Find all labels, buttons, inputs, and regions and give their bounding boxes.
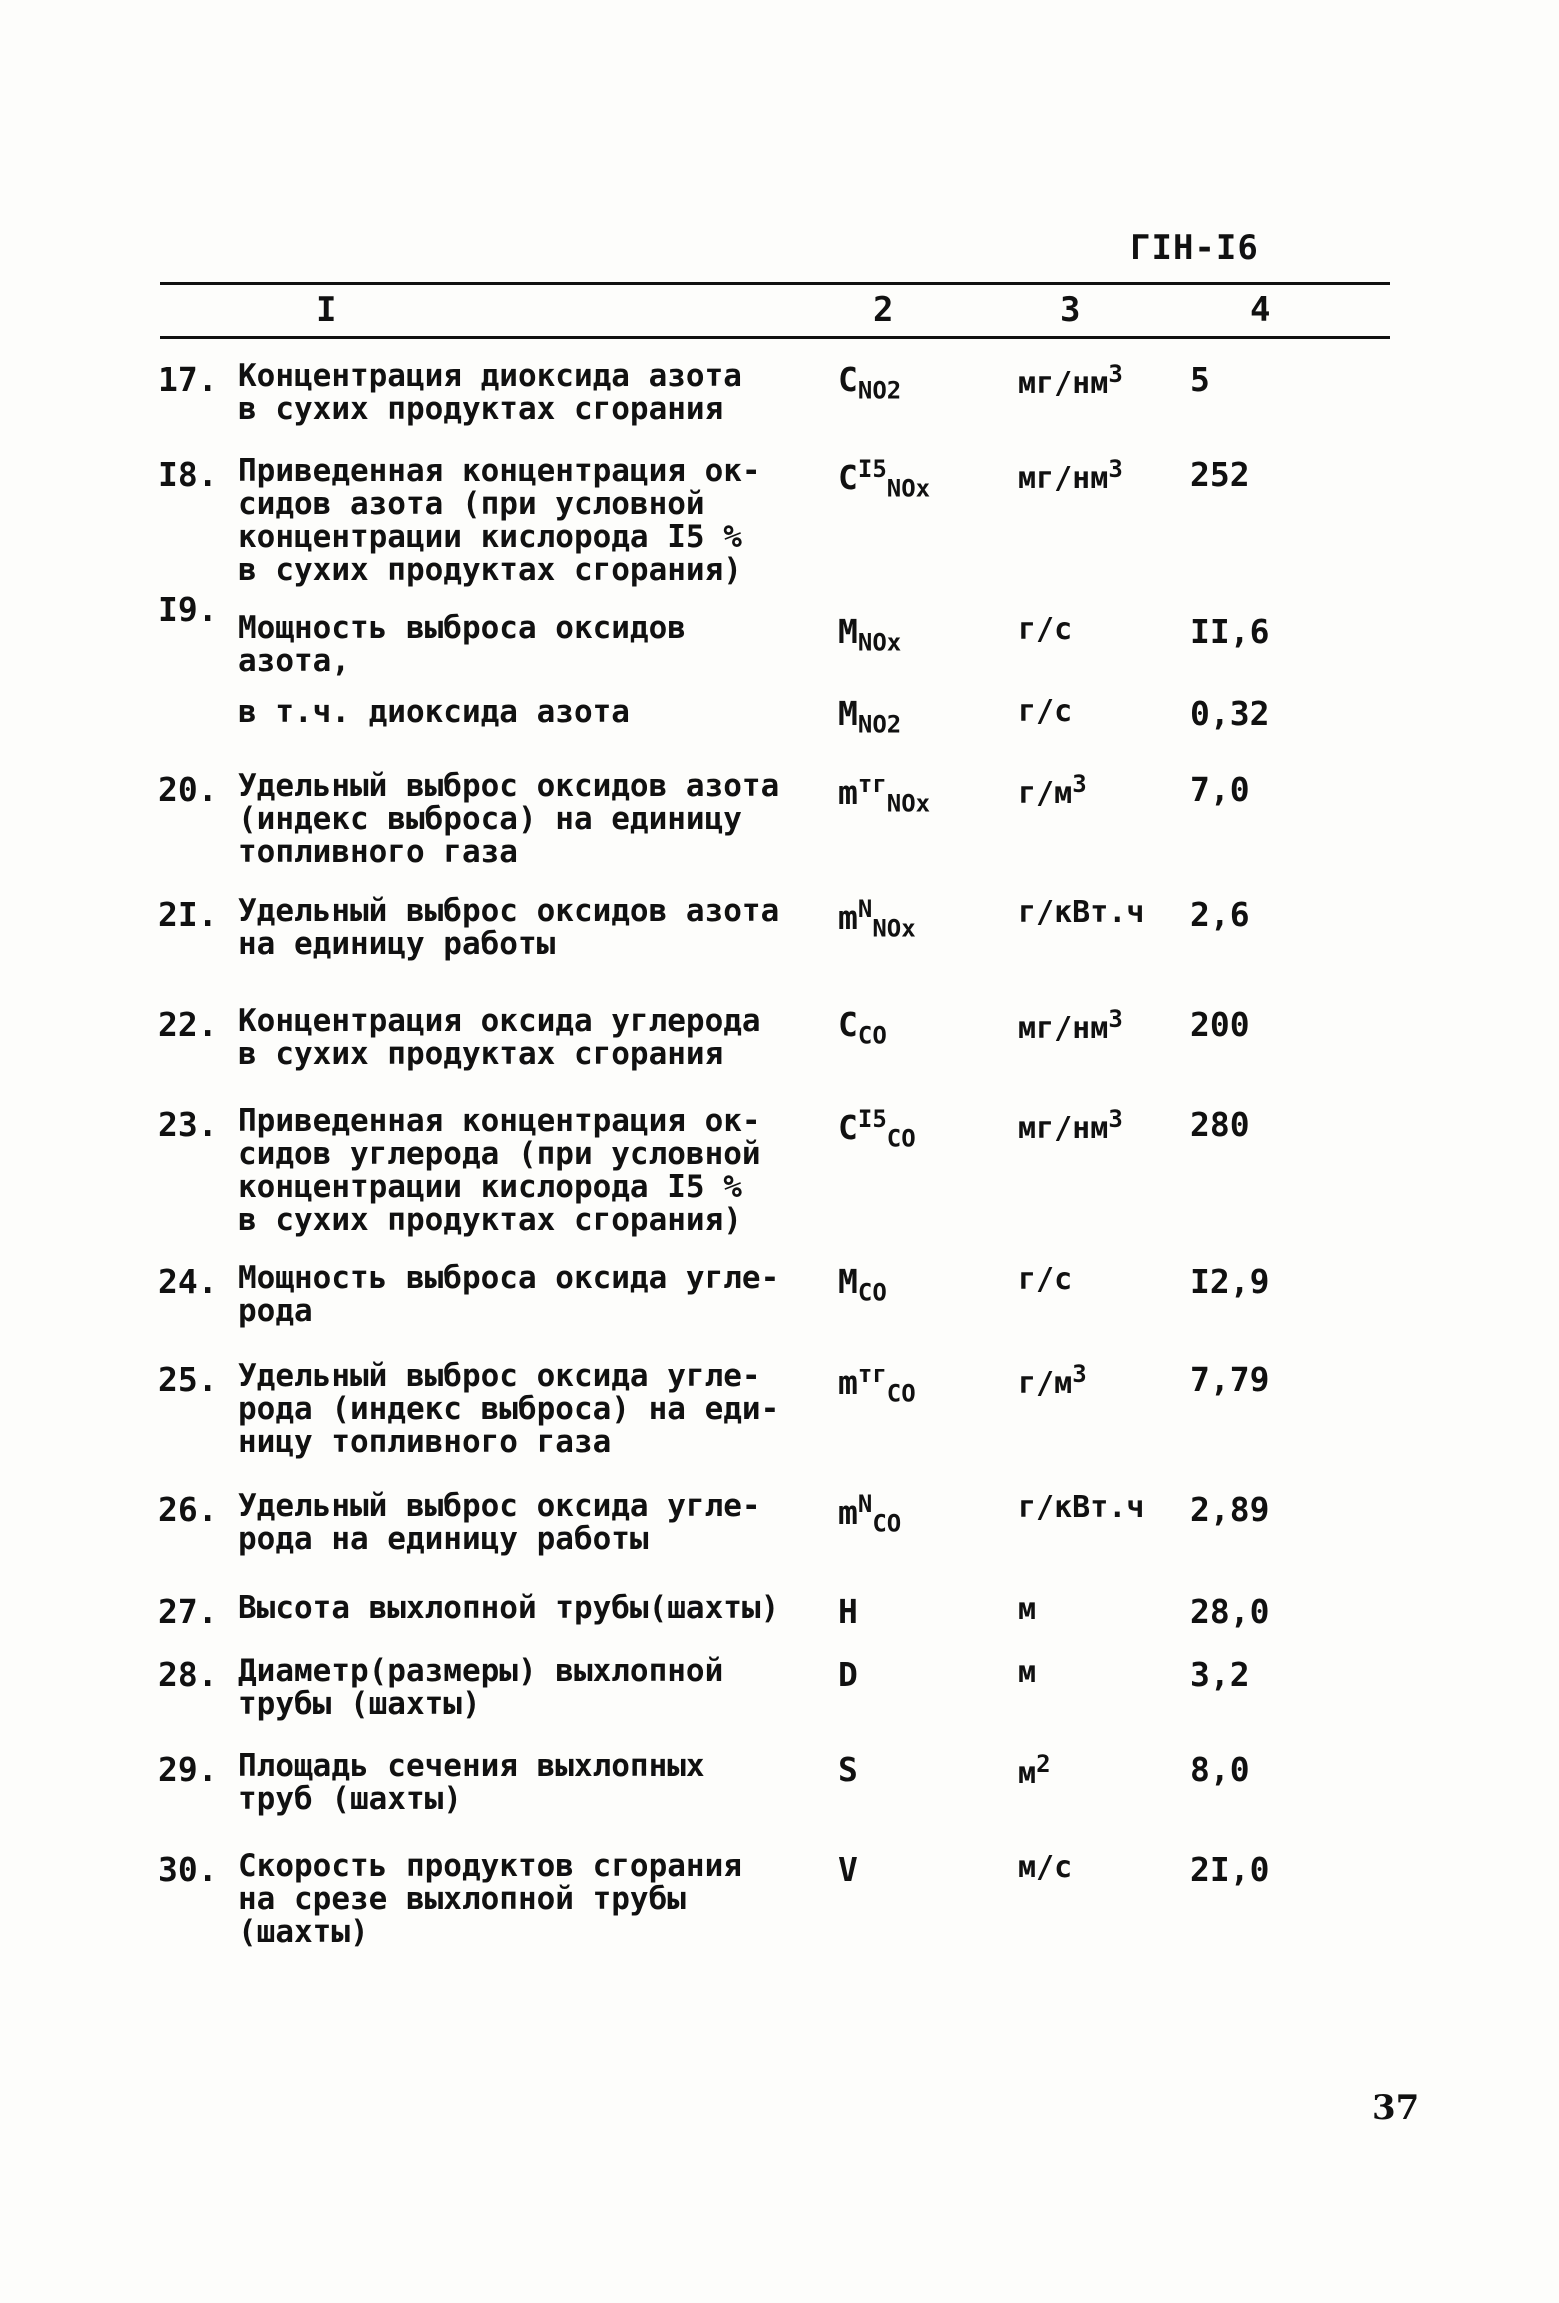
symbol-base: m bbox=[838, 773, 858, 812]
unit-base: г/с bbox=[1018, 1262, 1073, 1297]
row-description bbox=[238, 1262, 818, 1328]
description-line: на срезе выхлопной трубы bbox=[238, 1881, 686, 1917]
symbol-base: M bbox=[838, 694, 858, 733]
description-line: рода на единицу работы bbox=[238, 1521, 649, 1557]
description-line: труб (шахты) bbox=[238, 1781, 462, 1817]
page-number: 37 bbox=[1372, 2088, 1420, 2128]
row-description bbox=[238, 612, 818, 678]
unit-base: мг/нм bbox=[1018, 1011, 1109, 1046]
row-value: 280 bbox=[1190, 1105, 1250, 1144]
description-line: трубы (шахты) bbox=[238, 1686, 481, 1722]
symbol-superscript: N bbox=[857, 1490, 873, 1518]
row-number: I8. bbox=[158, 455, 218, 494]
row-value: 8,0 bbox=[1190, 1750, 1250, 1789]
row-unit bbox=[1018, 360, 1123, 401]
symbol-subscript: NO2 bbox=[857, 376, 902, 405]
description-line: сидов углерода (при условной bbox=[238, 1136, 761, 1172]
row-unit bbox=[1018, 770, 1087, 811]
row-unit bbox=[1018, 1750, 1051, 1791]
column-header-2: 2 bbox=[873, 290, 894, 330]
row-value: 200 bbox=[1190, 1005, 1250, 1044]
row-unit bbox=[1018, 1490, 1144, 1525]
symbol-subscript: CO bbox=[857, 1278, 887, 1307]
description-line: рода bbox=[238, 1293, 313, 1329]
row-description bbox=[238, 770, 818, 869]
description-line: в сухих продуктах сгорания) bbox=[238, 552, 742, 588]
symbol-superscript: I5 bbox=[857, 455, 887, 483]
symbol-base: m bbox=[838, 1493, 858, 1532]
subrow-description: в т.ч. диоксида азота bbox=[238, 694, 630, 730]
column-header-1: I bbox=[316, 290, 337, 330]
row-value: 28,0 bbox=[1190, 1592, 1270, 1631]
row-number: 29. bbox=[158, 1750, 218, 1789]
column-header-3: 3 bbox=[1060, 290, 1081, 330]
row-number: 26. bbox=[158, 1490, 218, 1529]
symbol-base: C bbox=[838, 458, 858, 497]
symbol-superscript: I5 bbox=[857, 1105, 887, 1133]
description-line: Приведенная концентрация ок- bbox=[238, 1103, 761, 1139]
row-symbol bbox=[838, 895, 916, 943]
row-symbol bbox=[838, 1262, 887, 1307]
unit-base: г/кВт.ч bbox=[1018, 895, 1145, 930]
row-number: 24. bbox=[158, 1262, 218, 1301]
description-line: (индекс выброса) на единицу bbox=[238, 801, 742, 837]
description-line: Удельный выброс оксида угле- bbox=[238, 1358, 761, 1394]
row-number: 20. bbox=[158, 770, 218, 809]
subrow-value: 0,32 bbox=[1190, 694, 1270, 733]
unit-base: мг/нм bbox=[1018, 461, 1109, 496]
description-line: рода (индекс выброса) на еди- bbox=[238, 1391, 780, 1427]
unit-superscript: 3 bbox=[1072, 770, 1087, 798]
row-description bbox=[238, 360, 818, 426]
symbol-superscript: тг bbox=[857, 1360, 887, 1388]
symbol-superscript: тг bbox=[857, 770, 887, 798]
row-value: 7,79 bbox=[1190, 1360, 1270, 1399]
unit-superscript: 3 bbox=[1108, 455, 1123, 483]
symbol-superscript: N bbox=[857, 895, 873, 923]
row-unit bbox=[1018, 1850, 1072, 1885]
row-symbol bbox=[838, 770, 930, 818]
header-bottom-rule bbox=[160, 336, 1390, 339]
description-line: Площадь сечения выхлопных bbox=[238, 1748, 705, 1784]
row-unit bbox=[1018, 1360, 1087, 1401]
row-unit bbox=[1018, 1262, 1072, 1297]
description-line: концентрации кислорода I5 % bbox=[238, 1169, 742, 1205]
row-description bbox=[238, 1592, 818, 1625]
description-line: сидов азота (при условной bbox=[238, 486, 705, 522]
row-number: 17. bbox=[158, 360, 218, 399]
symbol-base: H bbox=[838, 1592, 858, 1631]
row-value: II,6 bbox=[1190, 612, 1270, 651]
unit-superscript: 3 bbox=[1108, 360, 1123, 388]
description-line: Концентрация диоксида азота bbox=[238, 358, 742, 394]
description-line: Высота выхлопной трубы(шахты) bbox=[238, 1590, 780, 1626]
symbol-base: C bbox=[838, 1005, 858, 1044]
row-symbol bbox=[838, 1105, 916, 1153]
description-line: Скорость продуктов сгорания bbox=[238, 1848, 742, 1884]
symbol-subscript: NOx bbox=[872, 914, 916, 943]
symbol-subscript: NOx bbox=[857, 628, 902, 657]
row-number: 25. bbox=[158, 1360, 218, 1399]
row-symbol bbox=[838, 1655, 858, 1694]
unit-base: м bbox=[1018, 1655, 1037, 1690]
row-symbol bbox=[838, 1005, 887, 1050]
row-number: 23. bbox=[158, 1105, 218, 1144]
row-value: 5 bbox=[1190, 360, 1210, 399]
subrow-symbol bbox=[838, 694, 901, 739]
description-line: в сухих продуктах сгорания bbox=[238, 391, 724, 427]
symbol-base: V bbox=[838, 1850, 858, 1889]
symbol-subscript: NOx bbox=[886, 474, 931, 503]
symbol-base: M bbox=[838, 612, 858, 651]
header-top-rule bbox=[160, 282, 1390, 285]
symbol-subscript: CO bbox=[886, 1379, 916, 1408]
symbol-base: C bbox=[838, 1108, 858, 1147]
symbol-base: M bbox=[838, 1262, 858, 1301]
unit-base: г/с bbox=[1018, 612, 1073, 647]
row-unit bbox=[1018, 1005, 1123, 1046]
symbol-base: C bbox=[838, 360, 858, 399]
description-line: в сухих продуктах сгорания bbox=[238, 1036, 724, 1072]
row-symbol bbox=[838, 1750, 858, 1789]
symbol-subscript: NOx bbox=[886, 789, 931, 818]
unit-superscript: 3 bbox=[1108, 1105, 1123, 1133]
row-description bbox=[238, 1360, 818, 1459]
symbol-base: m bbox=[838, 898, 858, 937]
symbol-subscript: CO bbox=[872, 1509, 902, 1538]
description-line: Концентрация оксида углерода bbox=[238, 1003, 761, 1039]
description-line: топливного газа bbox=[238, 834, 518, 870]
row-symbol bbox=[838, 455, 930, 503]
row-symbol bbox=[838, 1592, 858, 1631]
unit-base: мг/нм bbox=[1018, 1111, 1109, 1146]
unit-base: г/м bbox=[1018, 1366, 1073, 1401]
description-line: в сухих продуктах сгорания) bbox=[238, 1202, 742, 1238]
row-value: 2I,0 bbox=[1190, 1850, 1270, 1889]
row-unit bbox=[1018, 1655, 1036, 1690]
row-symbol bbox=[838, 1490, 901, 1538]
row-description bbox=[238, 455, 818, 587]
description-line: Приведенная концентрация ок- bbox=[238, 453, 761, 489]
row-description bbox=[238, 1750, 818, 1816]
row-number: 30. bbox=[158, 1850, 218, 1889]
unit-superscript: 3 bbox=[1108, 1005, 1123, 1033]
symbol-subscript: CO bbox=[886, 1124, 916, 1153]
row-description bbox=[238, 895, 818, 961]
document-code: ГIН-I6 bbox=[1130, 228, 1259, 268]
row-number: 28. bbox=[158, 1655, 218, 1694]
unit-base: м/с bbox=[1018, 1850, 1073, 1885]
row-number: 2I. bbox=[158, 895, 218, 934]
description-line: Удельный выброс оксидов азота bbox=[238, 768, 780, 804]
row-unit bbox=[1018, 612, 1072, 647]
row-description bbox=[238, 1105, 818, 1237]
subrow-unit bbox=[1018, 694, 1072, 729]
row-number: I9. bbox=[158, 590, 218, 629]
row-value: 2,89 bbox=[1190, 1490, 1270, 1529]
unit-base: мг/нм bbox=[1018, 366, 1109, 401]
unit-base: м bbox=[1018, 1756, 1037, 1791]
description-line: Удельный выброс оксида угле- bbox=[238, 1488, 761, 1524]
row-value: I2,9 bbox=[1190, 1262, 1270, 1301]
unit-superscript: 2 bbox=[1036, 1750, 1051, 1778]
row-description bbox=[238, 1850, 818, 1949]
description-line: ницу топливного газа bbox=[238, 1424, 612, 1460]
row-symbol bbox=[838, 1360, 916, 1408]
description-line: азота, bbox=[238, 643, 350, 679]
column-header-4: 4 bbox=[1250, 290, 1271, 330]
symbol-base: S bbox=[838, 1750, 858, 1789]
unit-base: г/м bbox=[1018, 776, 1073, 811]
row-number: 22. bbox=[158, 1005, 218, 1044]
description-line: Мощность выброса оксидов bbox=[238, 610, 686, 646]
description-line: Удельный выброс оксидов азота bbox=[238, 893, 780, 929]
row-unit bbox=[1018, 1105, 1123, 1146]
symbol-base: D bbox=[838, 1655, 858, 1694]
unit-base: м bbox=[1018, 1592, 1037, 1627]
row-description bbox=[238, 1655, 818, 1721]
row-symbol bbox=[838, 612, 901, 657]
unit-base: г/кВт.ч bbox=[1018, 1490, 1145, 1525]
row-unit bbox=[1018, 455, 1123, 496]
symbol-subscript: CO bbox=[857, 1021, 887, 1050]
description-line: Диаметр(размеры) выхлопной bbox=[238, 1653, 724, 1689]
unit-base: г/с bbox=[1018, 694, 1073, 729]
description-line: (шахты) bbox=[238, 1914, 369, 1950]
description-line: Мощность выброса оксида угле- bbox=[238, 1260, 780, 1296]
row-unit bbox=[1018, 1592, 1036, 1627]
description-line: концентрации кислорода I5 % bbox=[238, 519, 742, 555]
row-symbol bbox=[838, 1850, 858, 1889]
symbol-subscript: NO2 bbox=[857, 710, 902, 739]
row-symbol bbox=[838, 360, 901, 405]
description-line: на единицу работы bbox=[238, 926, 556, 962]
row-value: 7,0 bbox=[1190, 770, 1250, 809]
row-value: 2,6 bbox=[1190, 895, 1250, 934]
row-number: 27. bbox=[158, 1592, 218, 1631]
row-description bbox=[238, 1005, 818, 1071]
symbol-base: m bbox=[838, 1363, 858, 1402]
row-value: 3,2 bbox=[1190, 1655, 1250, 1694]
row-description bbox=[238, 1490, 818, 1556]
row-value: 252 bbox=[1190, 455, 1250, 494]
row-unit bbox=[1018, 895, 1144, 930]
unit-superscript: 3 bbox=[1072, 1360, 1087, 1388]
